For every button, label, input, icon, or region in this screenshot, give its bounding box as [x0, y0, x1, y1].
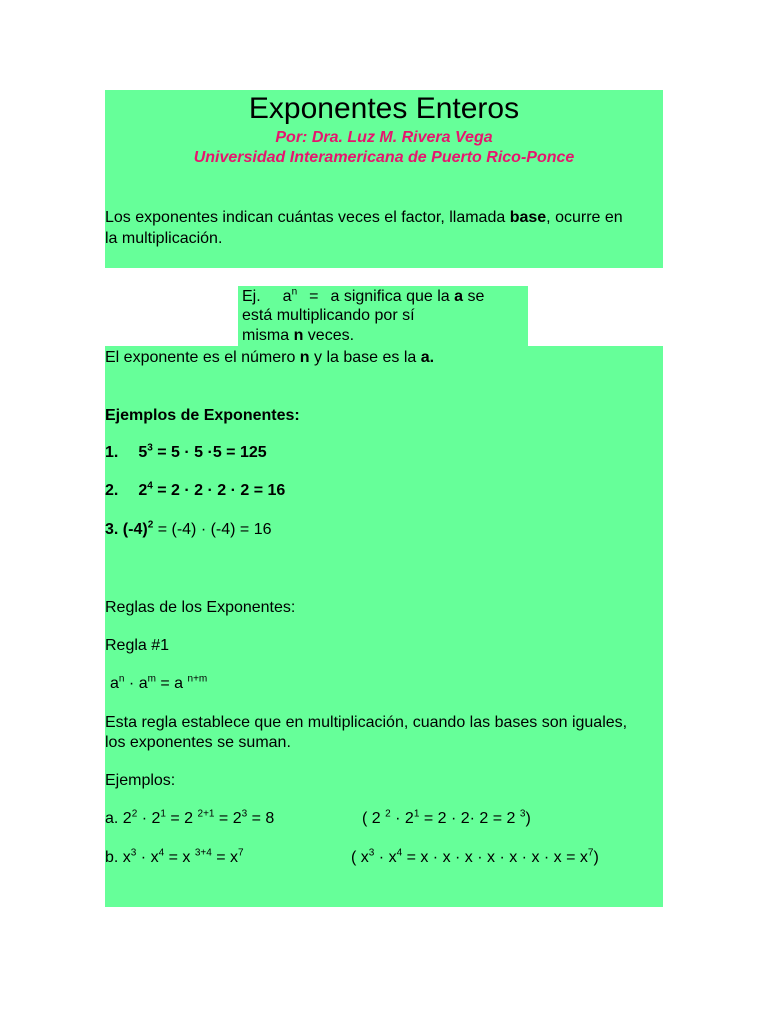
example-a: a. $2^2 \cdot 2^1 = 2$ $^{2+1} = 2^3 = 8$ [105, 808, 275, 827]
examples-title: Ejemplos de Exponentes: [105, 407, 300, 424]
example-line-3: misma n veces. [242, 327, 355, 344]
example-b-expansion: ( $x^3 \cdot x^4 = x \cdot x \cdot x \cdot x \cdot x \cdot x \cdot x = x^7$) [351, 847, 599, 866]
page-title: Exponentes Enteros [248, 92, 520, 125]
exponent-definition: El exponente es el número n y la base es la a. [105, 349, 435, 366]
intro-line-2: la multiplicación. [105, 230, 223, 247]
example-1: 1. $5^3 = 5 \cdot 5 \cdot 5 = 125$ [105, 442, 267, 461]
example-b: b. $x^3 \cdot x^4 = x$ $^{3+4} = x^7$ [105, 847, 244, 866]
rule-1-formula: $a^n \cdot a^m = a$ $^{n+m}$ [110, 673, 208, 692]
rule-1-desc-2: los exponentes se suman. [105, 734, 291, 751]
example-a-expansion: ( 2 $^2 \cdot 2^1 = 2 \cdot 2\cdot 2 = 2$ $^3$) [362, 808, 531, 827]
content-box [105, 346, 663, 907]
ejemplos-label: Ejemplos: [105, 772, 176, 789]
intro-line-1: Los exponentes indican cuántas veces el factor, llamada base, ocurre en [105, 209, 623, 226]
example-box [238, 286, 528, 346]
example-2: 2. $2^4 = 2 \cdot 2 \cdot 2 \cdot 2 = 16$ [105, 480, 286, 499]
author: Por: Dra. Luz M. Rivera Vega [275, 129, 493, 146]
example-3: 3. $(-4)^2 = (-4) \cdot (-4) = 16$ [105, 519, 272, 538]
example-line-1: Ej. $a^n = a$ significa que la a se [242, 286, 485, 305]
rules-title: Reglas de los Exponentes: [105, 599, 296, 616]
header-box [105, 90, 663, 268]
rule-1-label: Regla #1 [105, 637, 170, 654]
rule-1-desc-1: Esta regla establece que en multiplicación, cuando las bases son iguales, [105, 714, 628, 731]
institution: Universidad Interamericana de Puerto Rico-Ponce [193, 149, 575, 166]
example-line-2: está multiplicando por sí [242, 307, 415, 324]
